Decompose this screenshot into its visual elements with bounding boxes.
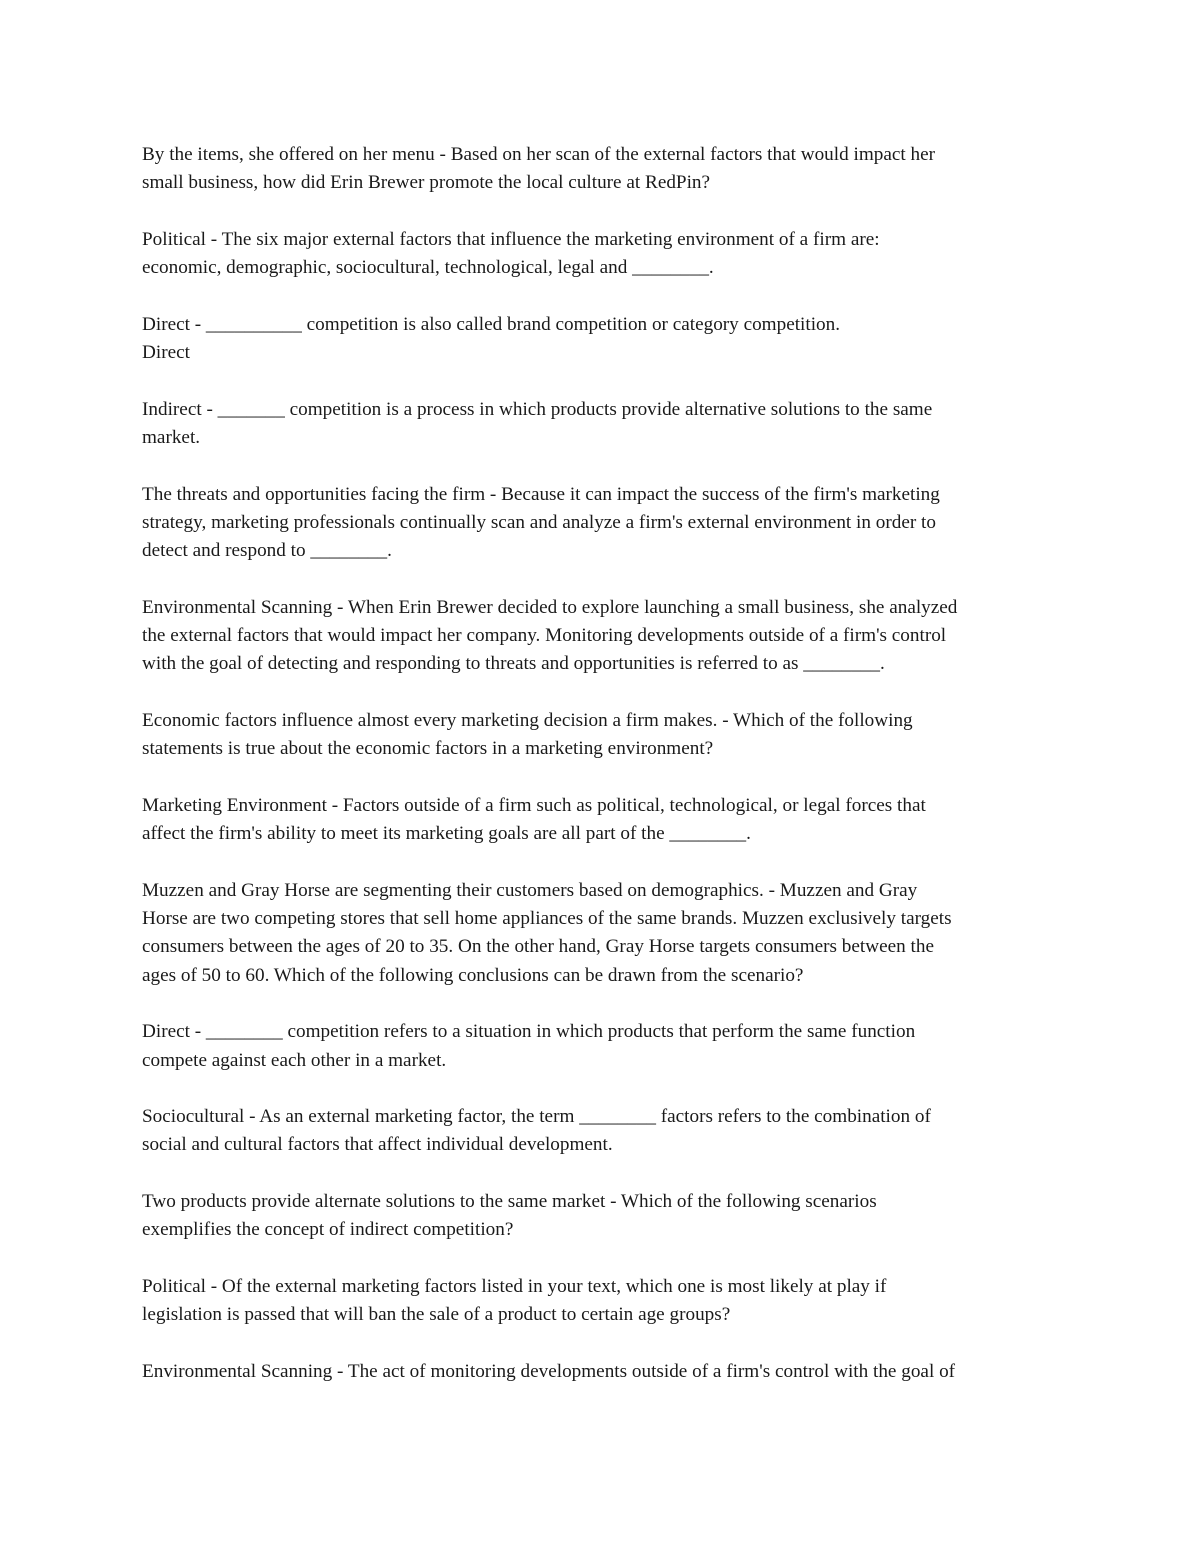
text-line: Indirect - _______ competition is a process in which products provide alternative solutions to the same bbox=[142, 398, 933, 420]
text-line: Political - The six major external factors that influence the marketing environment of a firm are: bbox=[142, 228, 880, 250]
text-line: detect and respond to ________. bbox=[142, 540, 392, 562]
text-line: small business, how did Erin Brewer promote the local culture at RedPin? bbox=[142, 172, 711, 194]
text-line: consumers between the ages of 20 to 35. On the other hand, Gray Horse targets consumers between the bbox=[142, 936, 934, 958]
text-line: Direct bbox=[142, 342, 190, 364]
qa-paragraph bbox=[142, 1273, 1072, 1330]
text-line: By the items, she offered on her menu - Based on her scan of the external factors that would impact her bbox=[142, 144, 936, 165]
qa-paragraph bbox=[142, 792, 1072, 849]
document-body bbox=[142, 141, 1072, 1414]
text-line: Sociocultural - As an external marketing factor, the term ________ factors refers to the combination of bbox=[142, 1106, 931, 1128]
qa-paragraph bbox=[142, 1358, 1072, 1386]
text-line: social and cultural factors that affect individual development. bbox=[142, 1134, 613, 1156]
qa-paragraph bbox=[142, 1018, 1072, 1075]
text-line: Direct - ________ competition refers to a situation in which products that perform the same function bbox=[142, 1021, 916, 1043]
text-line: legislation is passed that will ban the sale of a product to certain age groups? bbox=[142, 1304, 731, 1326]
text-line: Muzzen and Gray Horse are segmenting their customers based on demographics. - Muzzen and Gray bbox=[142, 879, 918, 901]
text-line: with the goal of detecting and responding to threats and opportunities is referred to as ________. bbox=[142, 653, 885, 675]
qa-paragraph bbox=[142, 877, 1072, 990]
qa-paragraph bbox=[142, 141, 1072, 198]
text-line: affect the firm's ability to meet its marketing goals are all part of the ________. bbox=[142, 823, 751, 845]
text-line: Environmental Scanning - When Erin Brewer decided to explore launching a small business, she analyzed bbox=[142, 596, 958, 618]
text-line: statements is true about the economic factors in a marketing environment? bbox=[142, 738, 714, 760]
text-line: Marketing Environment - Factors outside of a firm such as political, technological, or legal forces that bbox=[142, 794, 926, 816]
qa-paragraph bbox=[142, 396, 1072, 453]
text-line: Horse are two competing stores that sell home appliances of the same brands. Muzzen exclusively targets bbox=[142, 908, 952, 930]
qa-paragraph bbox=[142, 1188, 1072, 1245]
text-line: ages of 50 to 60. Which of the following conclusions can be drawn from the scenario? bbox=[142, 964, 804, 986]
text-line: Two products provide alternate solutions to the same market - Which of the following scenarios bbox=[142, 1190, 877, 1212]
qa-paragraph bbox=[142, 707, 1072, 764]
text-line: Political - Of the external marketing factors listed in your text, which one is most likely at play if bbox=[142, 1275, 887, 1297]
qa-paragraph bbox=[142, 226, 1072, 283]
text-line: strategy, marketing professionals continually scan and analyze a firm's external environment in order to bbox=[142, 511, 936, 533]
text-line: compete against each other in a market. bbox=[142, 1049, 447, 1071]
text-line: The threats and opportunities facing the firm - Because it can impact the success of the firm's marketing bbox=[142, 483, 940, 505]
text-line: market. bbox=[142, 426, 201, 448]
qa-paragraph bbox=[142, 481, 1072, 566]
text-line: the external factors that would impact her company. Monitoring developments outside of a firm's control bbox=[142, 625, 947, 647]
text-line: Environmental Scanning - The act of monitoring developments outside of a firm's control with the goal of bbox=[142, 1360, 956, 1382]
text-line: exemplifies the concept of indirect competition? bbox=[142, 1219, 514, 1241]
text-line: economic, demographic, sociocultural, technological, legal and ________. bbox=[142, 257, 714, 279]
qa-paragraph bbox=[142, 1103, 1072, 1160]
qa-paragraph bbox=[142, 311, 1072, 368]
qa-paragraph bbox=[142, 594, 1072, 679]
text-line: Direct - __________ competition is also called brand competition or category competition. bbox=[142, 313, 841, 335]
text-line: Economic factors influence almost every marketing decision a firm makes. - Which of the following bbox=[142, 709, 913, 731]
